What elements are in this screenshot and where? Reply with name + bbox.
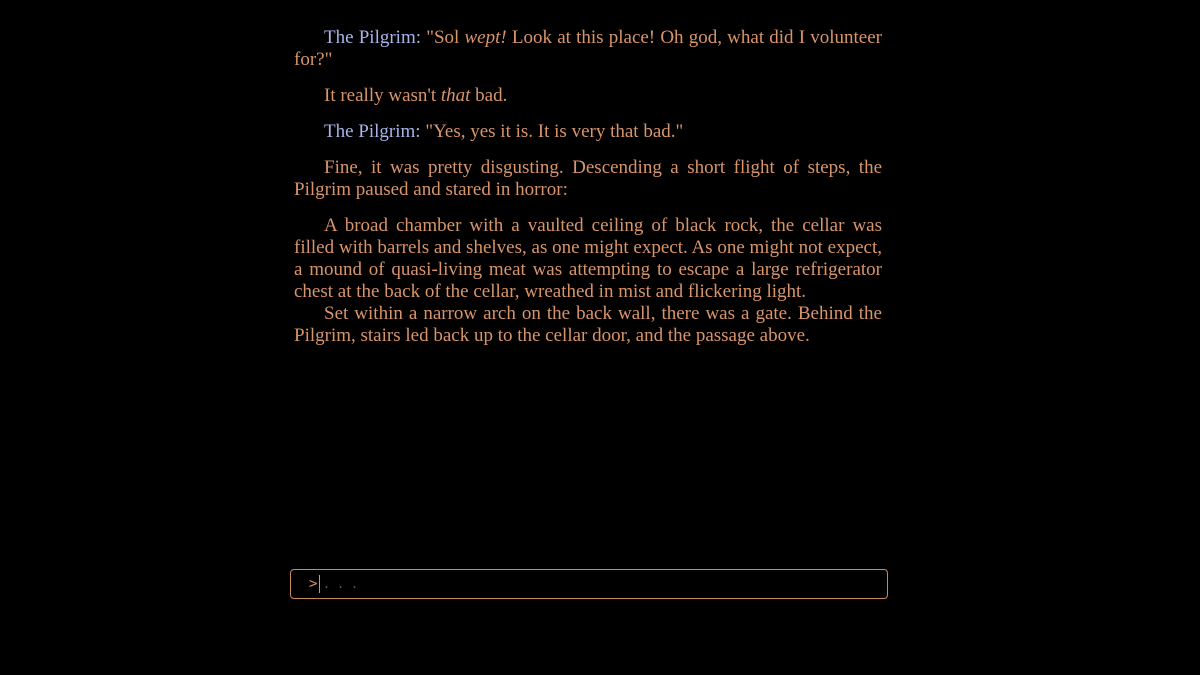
story-transcript [294,27,882,361]
dialogue-text: "Yes, yes it is. It is very that bad." [420,121,684,142]
emphasis-text: that [440,85,471,106]
emphasis-text: wept! [464,27,507,48]
narration-text: bad. [470,85,508,106]
narration-line [294,85,882,107]
text-cursor [319,575,320,593]
narration-text: It really wasn't [324,85,441,106]
prompt-caret-icon: > [309,576,318,592]
speaker-name: The Pilgrim: [324,121,421,142]
dialogue-line [294,121,882,143]
dialogue-text: Look at this place! Oh god, what did I volunteer for?" [294,27,883,70]
dialogue-line [294,27,882,71]
room-exits: Set within a narrow arch on the back wall, there was a gate. Behind the Pilgrim, stairs led back up to the cellar door, and the passage above. [294,303,882,346]
command-prompt[interactable] [290,569,888,599]
room-description: A broad chamber with a vaulted ceiling of black rock, the cellar was filled with barrels and shelves, as one might expect. As one might not expect, a mound of quasi-living meat was attempting to escape a large refrigerator chest at the back of the cellar, wreathed in mist and flickering light. [294,215,882,302]
dialogue-text: "Sol [421,27,465,48]
speaker-name: The Pilgrim: [324,27,422,48]
narration-paragraph: Fine, it was pretty disgusting. Descending a short flight of steps, the Pilgrim paused and stared in horror: [294,157,882,200]
command-input[interactable] [324,572,879,596]
